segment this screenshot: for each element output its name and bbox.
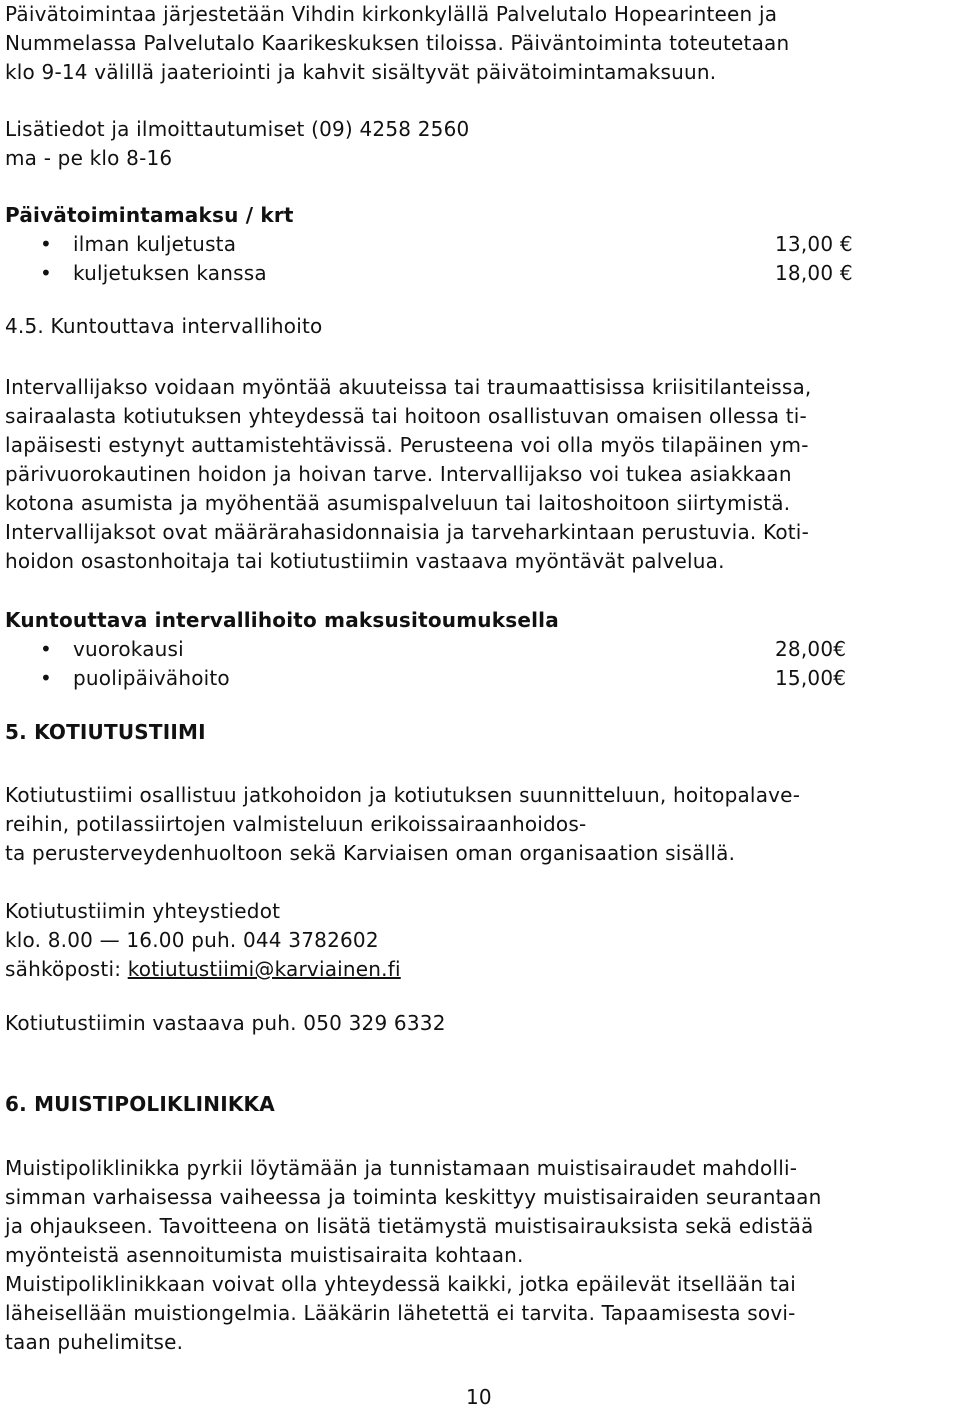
text-line: kotona asumista ja myöhentää asumispalveluun tai laitoshoitoon siirtymistä. [5, 491, 791, 515]
bullet-icon: • [40, 666, 52, 690]
fee-amount: 13,00 € [775, 232, 853, 256]
fee-label: puolipäivähoito [73, 666, 230, 690]
email-line [5, 955, 401, 984]
text-line: myönteistä asennoitumista muistisairaita kohtaan. [5, 1243, 524, 1267]
interval-fee-heading: Kuntouttava intervallihoito maksusitoumuksella [5, 608, 559, 632]
manager-contact: Kotiutustiimin vastaava puh. 050 329 6332 [5, 1011, 446, 1035]
fee-label: ilman kuljetusta [73, 232, 237, 256]
section-4-5-heading: 4.5. Kuntouttava intervallihoito [5, 314, 323, 338]
email-label: sähköposti: [5, 957, 128, 981]
day-fee-heading: Päivätoimintamaksu / krt [5, 203, 294, 227]
text-line: reihin, potilassiirtojen valmisteluun erikoissairaanhoidos- [5, 812, 587, 836]
list-item [40, 259, 900, 288]
list-item [40, 230, 900, 259]
bullet-icon: • [40, 637, 52, 661]
text-line: simman varhaisessa vaiheessa ja toiminta keskittyy muistisairaiden seurantaan [5, 1185, 822, 1209]
text-line: lapäisesti estynyt auttamistehtävissä. Perusteena voi olla myös tilapäinen ym- [5, 433, 809, 457]
text-line: Kotiutustiimi osallistuu jatkohoidon ja kotiutuksen suunnitteluun, hoitopalave- [5, 783, 801, 807]
bullet-icon: • [40, 261, 52, 285]
text-line: ja ohjaukseen. Tavoitteena on lisätä tietämystä muistisairauksista sekä edistää [5, 1214, 814, 1238]
list-item [40, 664, 900, 693]
section-4-5-body [5, 373, 811, 576]
fee-label: vuorokausi [73, 637, 184, 661]
text-line: Muistipoliklinikkaan voivat olla yhteydessä kaikki, jotka epäilevät itsellään tai [5, 1272, 797, 1296]
day-fee-list [40, 230, 900, 288]
fee-amount: 15,00€ [775, 666, 847, 690]
interval-fee-list [40, 635, 900, 693]
section-5-heading: 5. KOTIUTUSTIIMI [5, 720, 206, 744]
intro-paragraph [5, 0, 789, 87]
section-5-body [5, 781, 800, 868]
text-line: Lisätiedot ja ilmoittautumiset (09) 4258 2560 [5, 117, 470, 141]
text-line: ta perusterveydenhuoltoon sekä Karviaisen oman organisaation sisällä. [5, 841, 736, 865]
text-line: sairaalasta kotiutuksen yhteydessä tai hoitoon osallistuvan omaisen ollessa ti- [5, 404, 807, 428]
text-line: taan puhelimitse. [5, 1330, 184, 1354]
section-6-heading: 6. MUISTIPOLIKLINIKKA [5, 1092, 275, 1116]
fee-label: kuljetuksen kanssa [73, 261, 267, 285]
text-line: hoidon osastonhoitaja tai kotiutustiimin vastaava myöntävät palvelua. [5, 549, 725, 573]
contact-paragraph [5, 115, 469, 173]
text-line: Muistipoliklinikka pyrkii löytämään ja tunnistamaan muistisairaudet mahdolli- [5, 1156, 798, 1180]
contact-hours: klo. 8.00 — 16.00 puh. 044 3782602 [5, 928, 379, 952]
fee-amount: 28,00€ [775, 637, 847, 661]
text-line: Intervallijakso voidaan myöntää akuuteissa tai traumaattisissa kriisitilanteissa, [5, 375, 812, 399]
contact-block [5, 897, 401, 984]
text-line: ma - pe klo 8-16 [5, 146, 173, 170]
text-line: läheisellään muistiongelmia. Lääkärin lähetettä ei tarvita. Tapaamisesta sovi- [5, 1301, 796, 1325]
list-item [40, 635, 900, 664]
bullet-icon: • [40, 232, 52, 256]
section-6-body [5, 1154, 821, 1357]
email-link[interactable]: kotiutustiimi@karviainen.fi [127, 957, 401, 981]
text-line: Päivätoimintaa järjestetään Vihdin kirkonkylällä Palvelutalo Hopearinteen ja [5, 2, 778, 26]
text-line: klo 9-14 välillä jaateriointi ja kahvit sisältyvät päivätoimintamaksuun. [5, 60, 717, 84]
text-line: pärivuorokautinen hoidon ja hoivan tarve. Intervallijakso voi tukea asiakkaan [5, 462, 792, 486]
text-line: Nummelassa Palvelutalo Kaarikeskuksen tiloissa. Päiväntoiminta toteutetaan [5, 31, 790, 55]
contact-title: Kotiutustiimin yhteystiedot [5, 899, 281, 923]
fee-amount: 18,00 € [775, 261, 853, 285]
page-number: 10 [466, 1385, 492, 1409]
text-line: Intervallijaksot ovat määrärahasidonnaisia ja tarveharkintaan perustuvia. Koti- [5, 520, 809, 544]
